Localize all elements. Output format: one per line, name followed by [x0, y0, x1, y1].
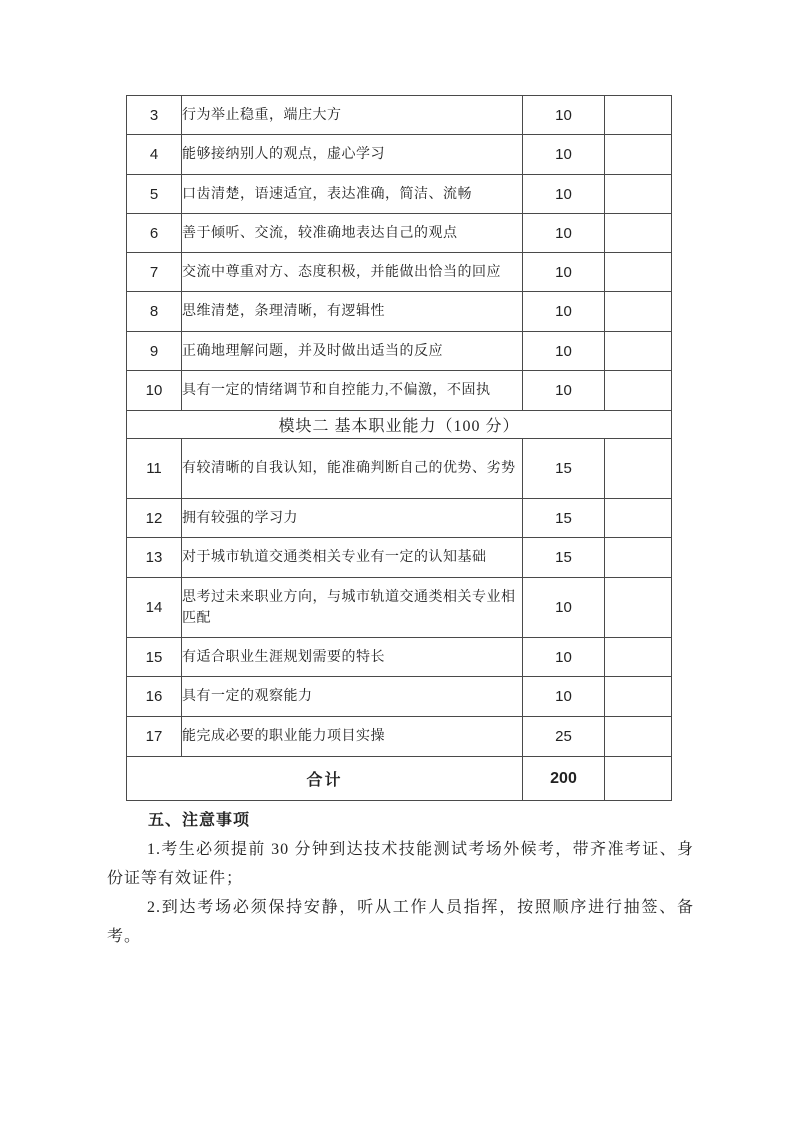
note-item-1: 1.考生必须提前 30 分钟到达技术技能测试考场外候考，带齐准考证、身份证等有效证件； [107, 841, 694, 887]
row-number-cell: 3 [127, 96, 182, 135]
row-number-cell: 17 [127, 717, 182, 757]
criteria-cell: 对于城市轨道交通类相关专业有一定的认知基础 [182, 538, 523, 578]
table-row [127, 638, 672, 677]
score-entry-cell [605, 717, 672, 757]
score-entry-cell [605, 439, 672, 499]
note-item-2: 2.到达考场必须保持安静，听从工作人员指挥，按照顺序进行抽签、备考。 [107, 899, 694, 945]
score-entry-cell [605, 96, 672, 135]
criteria-cell: 有较清晰的自我认知，能准确判断自己的优势、劣势 [182, 439, 523, 499]
criteria-cell: 交流中尊重对方、态度积极，并能做出恰当的回应 [182, 253, 523, 292]
score-cell: 15 [523, 499, 605, 538]
table-row [127, 578, 672, 638]
row-number-cell: 11 [127, 439, 182, 499]
score-cell: 10 [523, 638, 605, 677]
row-number-cell: 12 [127, 499, 182, 538]
score-entry-cell [605, 371, 672, 411]
notes-section [107, 806, 694, 951]
total-label: 合计 [127, 757, 523, 801]
table-row [127, 439, 672, 499]
table-row [127, 214, 672, 253]
criteria-cell: 拥有较强的学习力 [182, 499, 523, 538]
table-row [127, 499, 672, 538]
row-number-cell: 8 [127, 292, 182, 332]
score-cell: 10 [523, 371, 605, 411]
score-cell: 15 [523, 439, 605, 499]
score-entry-cell [605, 578, 672, 638]
criteria-cell: 具有一定的观察能力 [182, 677, 523, 717]
table-row [127, 175, 672, 214]
criteria-cell: 正确地理解问题，并及时做出适当的反应 [182, 332, 523, 371]
score-entry-cell [605, 757, 672, 801]
total-score-cell: 200 [523, 757, 605, 801]
row-number-cell: 5 [127, 175, 182, 214]
score-entry-cell [605, 175, 672, 214]
score-entry-cell [605, 332, 672, 371]
row-number-cell: 7 [127, 253, 182, 292]
row-number-cell: 13 [127, 538, 182, 578]
score-cell: 15 [523, 538, 605, 578]
score-cell: 10 [523, 175, 605, 214]
score-cell: 10 [523, 677, 605, 717]
row-number-cell: 9 [127, 332, 182, 371]
score-entry-cell [605, 214, 672, 253]
table-row [127, 96, 672, 135]
score-entry-cell [605, 677, 672, 717]
criteria-cell: 有适合职业生涯规划需要的特长 [182, 638, 523, 677]
table-row [127, 292, 672, 332]
table-row [127, 677, 672, 717]
evaluation-table [126, 95, 672, 801]
score-cell: 10 [523, 292, 605, 332]
criteria-cell: 能完成必要的职业能力项目实操 [182, 717, 523, 757]
criteria-cell: 能够接纳别人的观点，虚心学习 [182, 135, 523, 175]
score-entry-cell [605, 292, 672, 332]
score-entry-cell [605, 499, 672, 538]
score-cell: 10 [523, 578, 605, 638]
row-number-cell: 15 [127, 638, 182, 677]
table-row [127, 253, 672, 292]
row-number-cell: 4 [127, 135, 182, 175]
row-number-cell: 14 [127, 578, 182, 638]
module-header-label: 模块二 基本职业能力（100 分） [127, 411, 672, 439]
score-cell: 10 [523, 96, 605, 135]
score-cell: 10 [523, 332, 605, 371]
score-cell: 25 [523, 717, 605, 757]
table-row [127, 538, 672, 578]
criteria-cell: 口齿清楚，语速适宜，表达准确，简洁、流畅 [182, 175, 523, 214]
row-number-cell: 16 [127, 677, 182, 717]
notes-heading: 五、注意事项 [148, 812, 251, 829]
table-row [127, 717, 672, 757]
score-cell: 10 [523, 253, 605, 292]
criteria-cell: 思维清楚，条理清晰，有逻辑性 [182, 292, 523, 332]
score-entry-cell [605, 538, 672, 578]
criteria-cell: 行为举止稳重，端庄大方 [182, 96, 523, 135]
score-entry-cell [605, 253, 672, 292]
module-header-row [127, 411, 672, 439]
row-number-cell: 10 [127, 371, 182, 411]
score-entry-cell [605, 638, 672, 677]
criteria-cell: 思考过未来职业方向，与城市轨道交通类相关专业相匹配 [182, 578, 523, 638]
table-row [127, 371, 672, 411]
score-entry-cell [605, 135, 672, 175]
criteria-cell: 善于倾听、交流，较准确地表达自己的观点 [182, 214, 523, 253]
total-row [127, 757, 672, 801]
score-cell: 10 [523, 214, 605, 253]
table-row [127, 332, 672, 371]
row-number-cell: 6 [127, 214, 182, 253]
table-row [127, 135, 672, 175]
criteria-cell: 具有一定的情绪调节和自控能力,不偏激，不固执 [182, 371, 523, 411]
score-cell: 10 [523, 135, 605, 175]
